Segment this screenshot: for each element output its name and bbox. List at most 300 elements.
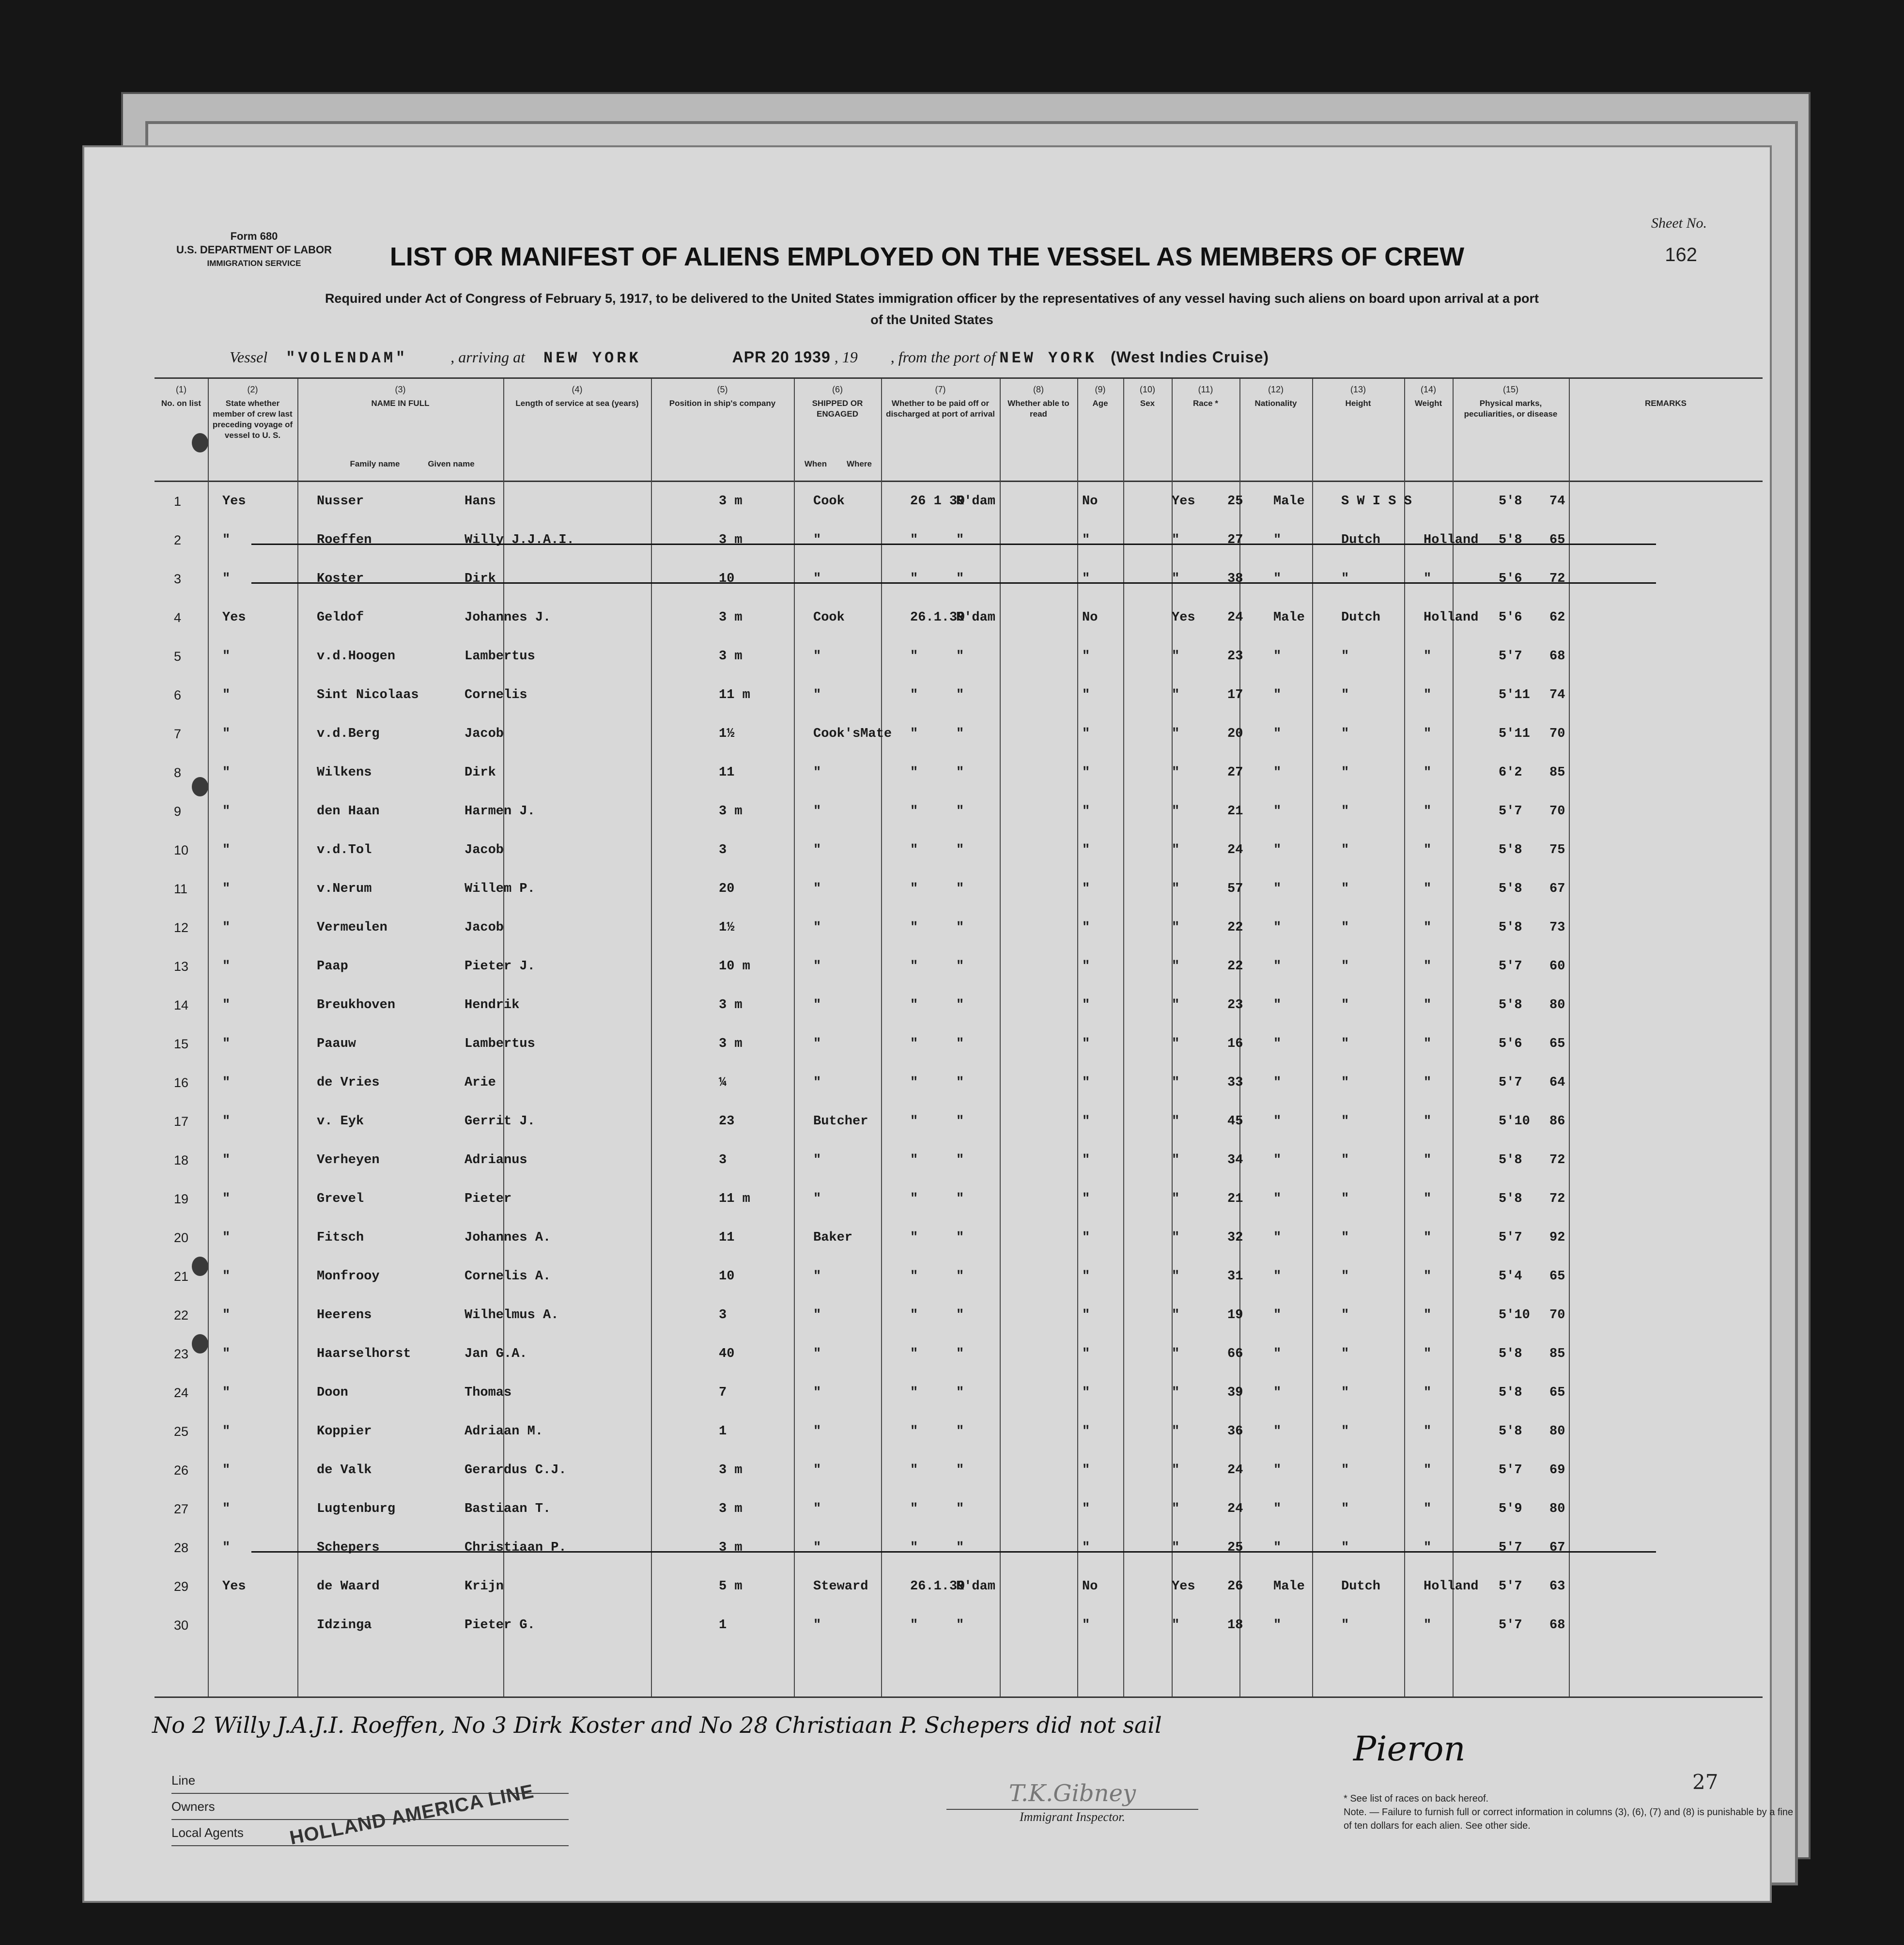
table-row [155,602,1763,639]
column-label: REMARKS [1645,399,1687,408]
nationality: Holland [1424,610,1479,625]
shipped-where: " [956,1463,964,1478]
column-number: (8) [1033,385,1044,394]
shipped-when: " [910,572,918,586]
row-number: 27 [174,1502,189,1516]
row-number: 16 [174,1075,189,1090]
sex: " [1273,1075,1282,1090]
shipped-where: R'dam [956,610,996,625]
age: 34 [1227,1153,1243,1167]
row-number: 30 [174,1618,189,1633]
family-name: de Waard [317,1579,380,1594]
race: " [1341,1308,1349,1323]
from-port: NEW YORK [999,349,1097,367]
paid-off: " [1082,1424,1090,1439]
weight: 85 [1549,1347,1565,1361]
arriving-port: NEW YORK [543,349,641,367]
sex: " [1273,1114,1282,1129]
shipped-where: R'dam [956,494,996,509]
weight: 65 [1549,1037,1565,1051]
column-label: No. on list [161,399,201,408]
height: 5'8 [1499,1385,1522,1400]
family-name: v. Eyk [317,1114,364,1129]
given-name: Lambertus [464,1037,535,1051]
shipped-when: " [910,533,918,547]
given-name: Wilhelmus A. [464,1308,559,1323]
family-name: Breukhoven [317,998,396,1012]
service-length: ¼ [719,1075,727,1090]
age: 36 [1227,1424,1243,1439]
position: " [813,1618,821,1633]
shipped-when: " [910,688,918,702]
paid-off: " [1082,1308,1090,1323]
shipped-where: " [956,1308,964,1323]
previous-voyage: " [222,1540,231,1555]
race: " [1341,1153,1349,1167]
row-number: 5 [174,649,182,664]
weight: 80 [1549,1424,1565,1439]
able-to-read: " [1172,1192,1180,1206]
sex: " [1273,533,1282,547]
shipped-when: " [910,998,918,1012]
age: 32 [1227,1230,1243,1245]
service-length: 1 [719,1618,727,1633]
column-sublabel: Family name [350,459,400,468]
column-label: Race * [1193,399,1218,408]
table-row [155,1183,1763,1221]
family-name: Doon [317,1385,348,1400]
shipped-when: " [910,1075,918,1090]
service-length: 3 m [719,1502,743,1516]
weight: 74 [1549,494,1565,509]
paid-off: " [1082,1153,1090,1167]
shipped-where: " [956,1502,964,1516]
sex: " [1273,1347,1282,1361]
family-name: Sint Nicolaas [317,688,419,702]
age: 21 [1227,1192,1243,1206]
able-to-read: " [1172,1618,1180,1633]
shipped-where: " [956,1347,964,1361]
table-row [155,795,1763,833]
family-name: Koster [317,572,364,586]
paid-off: " [1082,959,1090,974]
age: 31 [1227,1269,1243,1284]
able-to-read: " [1172,1540,1180,1555]
paid-off: " [1082,1269,1090,1284]
weight: 74 [1549,688,1565,702]
shipped-when: " [910,882,918,896]
nationality: " [1424,998,1432,1012]
shipped-when: " [910,920,918,935]
shipped-when: 26.1.39 [910,610,965,625]
column-label: State whether member of crew last preceding voyage of vessel to U. S. [212,399,293,440]
subtitle-line-2: of the United States [870,312,993,327]
height: 5'6 [1499,610,1522,625]
row-number: 19 [174,1192,189,1206]
paid-off: " [1082,649,1090,664]
column-label: Physical marks, peculiarities, or disease [1464,399,1558,419]
height: 5'11 [1499,688,1530,702]
height: 5'7 [1499,649,1522,664]
paid-off: " [1082,998,1090,1012]
race: " [1341,959,1349,974]
height: 5'8 [1499,998,1522,1012]
able-to-read: " [1172,1424,1180,1439]
height: 5'7 [1499,804,1522,819]
row-number: 29 [174,1579,189,1594]
form-number: Form 680 [230,230,278,242]
able-to-read: " [1172,1502,1180,1516]
weight: 67 [1549,882,1565,896]
table-row [155,1222,1763,1260]
nationality: " [1424,649,1432,664]
family-name: Koppier [317,1424,372,1439]
previous-voyage: Yes [222,1579,246,1594]
position: " [813,1269,821,1284]
column-number: (5) [717,385,728,394]
owners-label: Owners [171,1794,569,1820]
shipped-where: " [956,843,964,857]
given-name: Lambertus [464,649,535,664]
position: " [813,1424,821,1439]
able-to-read: " [1172,1347,1180,1361]
family-name: Idzinga [317,1618,372,1633]
able-to-read: Yes [1172,1579,1195,1594]
previous-voyage: " [222,649,231,664]
shipped-where: " [956,920,964,935]
table-row [155,912,1763,949]
row-number: 23 [174,1347,189,1361]
weight: 73 [1549,920,1565,935]
race: " [1341,1385,1349,1400]
nationality: " [1424,1502,1432,1516]
inspector-label: Immigrant Inspector. [1019,1810,1126,1824]
paid-off: " [1082,1347,1090,1361]
position: " [813,688,821,702]
table-row [155,563,1763,601]
position: " [813,765,821,780]
sex: " [1273,998,1282,1012]
weight: 75 [1549,843,1565,857]
sex: " [1273,1618,1282,1633]
table-row [155,1493,1763,1531]
weight: 80 [1549,998,1565,1012]
race: " [1341,1037,1349,1051]
column-sublabel: Where [847,459,872,468]
height: 5'7 [1499,959,1522,974]
nationality: " [1424,1618,1432,1633]
able-to-read: " [1172,1463,1180,1478]
sex: " [1273,1037,1282,1051]
strikethrough-line [251,582,1656,584]
row-number: 1 [174,494,182,509]
age: 66 [1227,1347,1243,1361]
sex: " [1273,1424,1282,1439]
paid-off: " [1082,765,1090,780]
column-number: (14) [1420,385,1436,394]
column-number: (15) [1502,385,1518,394]
penalty-note: Note. — Failure to furnish full or correct information in columns (3), (6), (7) and (8) is punishable by a fine of ten dollars for each alien. See other side. [1344,1807,1794,1831]
row-number: 18 [174,1153,189,1167]
weight: 65 [1549,1385,1565,1400]
arriving-label: , arriving at [450,348,526,366]
previous-voyage: " [222,765,231,780]
height: 5'8 [1499,1192,1522,1206]
shipped-where: " [956,688,964,702]
race: " [1341,843,1349,857]
family-name: Lugtenburg [317,1502,396,1516]
race: " [1341,1192,1349,1206]
given-name: Pieter [464,1192,512,1206]
shipped-where: " [956,1540,964,1555]
column-label: Sex [1140,399,1155,408]
height: 5'8 [1499,1153,1522,1167]
nationality: " [1424,688,1432,702]
family-name: Haarselhorst [317,1347,411,1361]
shipped-where: " [956,533,964,547]
height: 5'7 [1499,1075,1522,1090]
table-row [155,1416,1763,1453]
given-name: Johannes A. [464,1230,551,1245]
sex: " [1273,727,1282,741]
family-name: v.d.Berg [317,727,380,741]
height: 5'7 [1499,1579,1522,1594]
nationality: " [1424,572,1432,586]
sex: " [1273,920,1282,935]
shipped-where: " [956,998,964,1012]
paid-off: " [1082,727,1090,741]
row-number: 22 [174,1308,189,1323]
nationality: " [1424,1230,1432,1245]
shipped-when: " [910,1385,918,1400]
able-to-read: " [1172,1114,1180,1129]
age: 20 [1227,727,1243,741]
row-number: 3 [174,572,182,586]
row-number: 17 [174,1114,189,1129]
sex: " [1273,843,1282,857]
nationality: " [1424,1308,1432,1323]
given-name: Pieter J. [464,959,535,974]
position: " [813,959,821,974]
family-name: Wilkens [317,765,372,780]
row-number: 28 [174,1540,189,1555]
position: " [813,1463,821,1478]
nationality: " [1424,1269,1432,1284]
row-number: 10 [174,843,189,857]
paid-off: " [1082,1192,1090,1206]
local-agents-label: Local Agents [171,1820,569,1846]
shipped-when: " [910,1540,918,1555]
age: 16 [1227,1037,1243,1051]
race: " [1341,1540,1349,1555]
given-name: Willem P. [464,882,535,896]
service-length: 10 [719,1269,735,1284]
given-name: Hendrik [464,998,520,1012]
sex: " [1273,959,1282,974]
nationality: " [1424,1347,1432,1361]
column-label: SHIPPED OR ENGAGED [812,399,863,419]
paid-off: " [1082,1502,1090,1516]
paid-off: " [1082,843,1090,857]
service-length: 1½ [719,920,735,935]
age: 27 [1227,765,1243,780]
able-to-read: " [1172,1037,1180,1051]
age: 27 [1227,533,1243,547]
nationality: Holland [1424,533,1479,547]
shipped-where: " [956,649,964,664]
weight: 68 [1549,649,1565,664]
vessel-line [230,348,1731,367]
service-length: 5 m [719,1579,743,1594]
able-to-read: " [1172,533,1180,547]
from-label: , from the port of [890,348,996,366]
shipped-when: " [910,1424,918,1439]
position: " [813,998,821,1012]
previous-voyage: " [222,1114,231,1129]
age: 39 [1227,1385,1243,1400]
shipped-when: " [910,843,918,857]
sheet-label: Sheet No. [1651,215,1707,231]
family-name: Nusser [317,494,364,509]
weight: 67 [1549,1540,1565,1555]
service-length: 1½ [719,727,735,741]
shipped-where: " [956,1153,964,1167]
position: " [813,804,821,819]
nationality: " [1424,727,1432,741]
row-number: 20 [174,1230,189,1245]
previous-voyage: " [222,688,231,702]
shipped-where: " [956,804,964,819]
age: 17 [1227,688,1243,702]
given-name: Gerardus C.J. [464,1463,567,1478]
weight: 72 [1549,572,1565,586]
family-name: de Valk [317,1463,372,1478]
races-note: * See list of races on back hereof. [1344,1793,1489,1804]
column-label: Weight [1414,399,1442,408]
column-label: Whether to be paid off or discharged at port of arrival [886,399,995,419]
shipped-where: " [956,1075,964,1090]
line-label: Line [171,1768,569,1794]
age: 24 [1227,1463,1243,1478]
family-name: Monfrooy [317,1269,380,1284]
service-length: 3 [719,843,727,857]
sex: " [1273,688,1282,702]
sex: " [1273,1502,1282,1516]
shipped-where: " [956,1114,964,1129]
race: " [1341,1502,1349,1516]
service: IMMIGRATION SERVICE [207,259,301,268]
shipped-when: " [910,727,918,741]
table-row [155,679,1763,717]
given-name: Cornelis [464,688,527,702]
age: 22 [1227,959,1243,974]
given-name: Pieter G. [464,1618,535,1633]
position: " [813,843,821,857]
family-name: Fitsch [317,1230,364,1245]
shipped-when: " [910,1114,918,1129]
paid-off: No [1082,1579,1098,1594]
row-number: 21 [174,1269,189,1284]
given-name: Hans [464,494,496,509]
service-length: 3 m [719,804,743,819]
position: " [813,1308,821,1323]
row-number: 24 [174,1385,189,1400]
paid-off: " [1082,1114,1090,1129]
given-name: Cornelis A. [464,1269,551,1284]
column-number: (9) [1095,385,1106,394]
year-label: , 19 [834,348,858,366]
position: Cook [813,494,845,509]
table-row [155,757,1763,794]
table-row [155,1454,1763,1492]
age: 18 [1227,1618,1243,1633]
nationality: " [1424,765,1432,780]
position: " [813,1153,821,1167]
weight: 64 [1549,1075,1565,1090]
previous-voyage: " [222,882,231,896]
weight: 70 [1549,727,1565,741]
race: " [1341,649,1349,664]
given-name: Dirk [464,765,496,780]
race: Dutch [1341,533,1381,547]
shipped-where: " [956,1424,964,1439]
given-name: Gerrit J. [464,1114,535,1129]
service-length: 3 [719,1153,727,1167]
service-length: 3 [719,1308,727,1323]
service-length: 11 [719,765,735,780]
height: 5'8 [1499,533,1522,547]
height: 5'7 [1499,1463,1522,1478]
table-row [155,1532,1763,1570]
age: 21 [1227,804,1243,819]
able-to-read: " [1172,959,1180,974]
holland-america-line-stamp: HOLLAND AMERICA LINE [288,1780,536,1849]
previous-voyage: Yes [222,494,246,509]
row-number: 26 [174,1463,189,1478]
sex: " [1273,649,1282,664]
position: Steward [813,1579,868,1594]
shipped-when: " [910,1463,918,1478]
family-name: Paap [317,959,348,974]
nationality: " [1424,804,1432,819]
paid-off: " [1082,572,1090,586]
sex: " [1273,1385,1282,1400]
row-number: 4 [174,610,182,625]
footnotes [1344,1792,1799,1833]
nationality: " [1424,1037,1432,1051]
given-name: Jan G.A. [464,1347,527,1361]
master-signature: Pieron [1353,1729,1466,1769]
strikethrough-line [251,1551,1656,1553]
vessel-name: "VOLENDAM" [286,349,408,367]
table-row [155,950,1763,988]
nationality: " [1424,1385,1432,1400]
weight: 69 [1549,1463,1565,1478]
able-to-read: " [1172,1153,1180,1167]
able-to-read: " [1172,998,1180,1012]
position: " [813,1385,821,1400]
race: " [1341,1347,1349,1361]
table-row [155,1028,1763,1066]
weight: 72 [1549,1192,1565,1206]
height: 5'4 [1499,1269,1522,1284]
sex: " [1273,765,1282,780]
table-row [155,524,1763,562]
previous-voyage: " [222,1192,231,1206]
row-number: 8 [174,765,182,780]
family-name: Vermeulen [317,920,387,935]
service-length: 7 [719,1385,727,1400]
